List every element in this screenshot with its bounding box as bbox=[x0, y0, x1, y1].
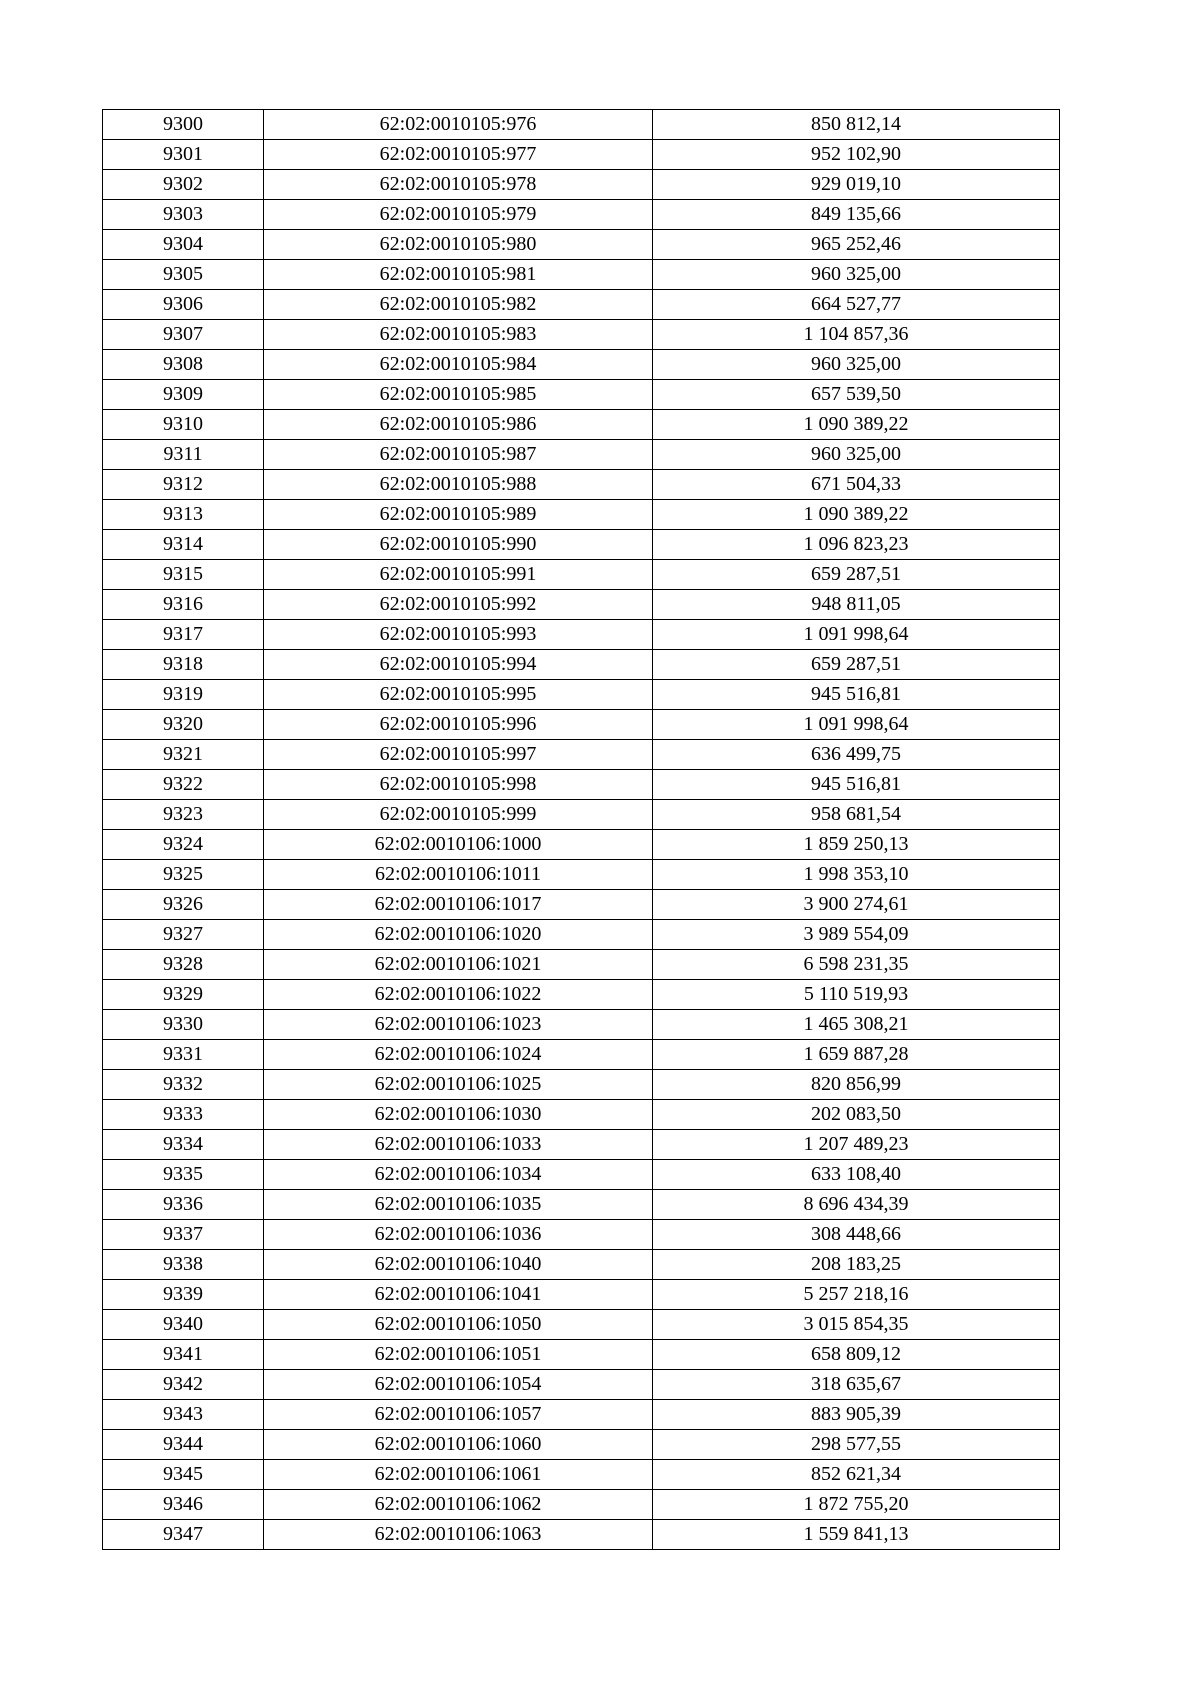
cadastral-number-cell: 62:02:0010105:991 bbox=[264, 560, 653, 590]
row-number-cell: 9303 bbox=[103, 200, 264, 230]
table-row bbox=[103, 1520, 1060, 1550]
cadastral-number-cell: 62:02:0010106:1011 bbox=[264, 860, 653, 890]
cadastral-number-cell: 62:02:0010106:1000 bbox=[264, 830, 653, 860]
row-number-cell: 9338 bbox=[103, 1250, 264, 1280]
row-number-cell: 9301 bbox=[103, 140, 264, 170]
table-row bbox=[103, 560, 1060, 590]
row-number-cell: 9342 bbox=[103, 1370, 264, 1400]
cadastral-value-table bbox=[102, 109, 1060, 1550]
cadastral-value-cell: 960 325,00 bbox=[653, 260, 1060, 290]
cadastral-value-cell: 1 465 308,21 bbox=[653, 1010, 1060, 1040]
cadastral-number-cell: 62:02:0010106:1022 bbox=[264, 980, 653, 1010]
cadastral-number-cell: 62:02:0010105:985 bbox=[264, 380, 653, 410]
row-number-cell: 9307 bbox=[103, 320, 264, 350]
table-row bbox=[103, 1280, 1060, 1310]
cadastral-value-cell: 850 812,14 bbox=[653, 110, 1060, 140]
cadastral-value-cell: 958 681,54 bbox=[653, 800, 1060, 830]
cadastral-number-cell: 62:02:0010105:995 bbox=[264, 680, 653, 710]
cadastral-number-cell: 62:02:0010105:986 bbox=[264, 410, 653, 440]
cadastral-number-cell: 62:02:0010105:993 bbox=[264, 620, 653, 650]
cadastral-number-cell: 62:02:0010106:1024 bbox=[264, 1040, 653, 1070]
cadastral-value-cell: 633 108,40 bbox=[653, 1160, 1060, 1190]
row-number-cell: 9343 bbox=[103, 1400, 264, 1430]
cadastral-number-cell: 62:02:0010106:1057 bbox=[264, 1400, 653, 1430]
row-number-cell: 9344 bbox=[103, 1430, 264, 1460]
cadastral-value-cell: 1 998 353,10 bbox=[653, 860, 1060, 890]
cadastral-value-cell: 8 696 434,39 bbox=[653, 1190, 1060, 1220]
row-number-cell: 9324 bbox=[103, 830, 264, 860]
row-number-cell: 9339 bbox=[103, 1280, 264, 1310]
row-number-cell: 9328 bbox=[103, 950, 264, 980]
row-number-cell: 9319 bbox=[103, 680, 264, 710]
cadastral-number-cell: 62:02:0010105:999 bbox=[264, 800, 653, 830]
table-row bbox=[103, 1310, 1060, 1340]
cadastral-number-cell: 62:02:0010106:1017 bbox=[264, 890, 653, 920]
table-row bbox=[103, 1460, 1060, 1490]
cadastral-number-cell: 62:02:0010105:989 bbox=[264, 500, 653, 530]
row-number-cell: 9326 bbox=[103, 890, 264, 920]
table-row bbox=[103, 470, 1060, 500]
cadastral-value-cell: 202 083,50 bbox=[653, 1100, 1060, 1130]
table-row bbox=[103, 1100, 1060, 1130]
cadastral-value-cell: 1 104 857,36 bbox=[653, 320, 1060, 350]
cadastral-number-cell: 62:02:0010106:1020 bbox=[264, 920, 653, 950]
table-row bbox=[103, 440, 1060, 470]
cadastral-value-cell: 659 287,51 bbox=[653, 560, 1060, 590]
cadastral-number-cell: 62:02:0010106:1062 bbox=[264, 1490, 653, 1520]
cadastral-value-cell: 948 811,05 bbox=[653, 590, 1060, 620]
table-body bbox=[103, 110, 1060, 1550]
cadastral-number-cell: 62:02:0010106:1021 bbox=[264, 950, 653, 980]
cadastral-value-cell: 1 872 755,20 bbox=[653, 1490, 1060, 1520]
table-row bbox=[103, 860, 1060, 890]
cadastral-number-cell: 62:02:0010105:980 bbox=[264, 230, 653, 260]
cadastral-number-cell: 62:02:0010105:984 bbox=[264, 350, 653, 380]
cadastral-value-cell: 659 287,51 bbox=[653, 650, 1060, 680]
table-row bbox=[103, 350, 1060, 380]
cadastral-value-cell: 1 091 998,64 bbox=[653, 620, 1060, 650]
cadastral-value-cell: 945 516,81 bbox=[653, 770, 1060, 800]
row-number-cell: 9318 bbox=[103, 650, 264, 680]
cadastral-value-cell: 298 577,55 bbox=[653, 1430, 1060, 1460]
row-number-cell: 9329 bbox=[103, 980, 264, 1010]
table-row bbox=[103, 710, 1060, 740]
table-row bbox=[103, 410, 1060, 440]
row-number-cell: 9321 bbox=[103, 740, 264, 770]
cadastral-value-cell: 671 504,33 bbox=[653, 470, 1060, 500]
row-number-cell: 9314 bbox=[103, 530, 264, 560]
cadastral-number-cell: 62:02:0010105:977 bbox=[264, 140, 653, 170]
cadastral-number-cell: 62:02:0010105:983 bbox=[264, 320, 653, 350]
cadastral-number-cell: 62:02:0010106:1050 bbox=[264, 1310, 653, 1340]
cadastral-number-cell: 62:02:0010106:1040 bbox=[264, 1250, 653, 1280]
cadastral-value-cell: 945 516,81 bbox=[653, 680, 1060, 710]
cadastral-value-cell: 1 096 823,23 bbox=[653, 530, 1060, 560]
cadastral-value-cell: 6 598 231,35 bbox=[653, 950, 1060, 980]
table-row bbox=[103, 1070, 1060, 1100]
table-row bbox=[103, 110, 1060, 140]
row-number-cell: 9337 bbox=[103, 1220, 264, 1250]
row-number-cell: 9304 bbox=[103, 230, 264, 260]
table-row bbox=[103, 620, 1060, 650]
cadastral-number-cell: 62:02:0010106:1030 bbox=[264, 1100, 653, 1130]
cadastral-number-cell: 62:02:0010106:1063 bbox=[264, 1520, 653, 1550]
table-row bbox=[103, 1430, 1060, 1460]
row-number-cell: 9330 bbox=[103, 1010, 264, 1040]
table-row bbox=[103, 1130, 1060, 1160]
cadastral-value-cell: 664 527,77 bbox=[653, 290, 1060, 320]
table-row bbox=[103, 170, 1060, 200]
table-row bbox=[103, 680, 1060, 710]
table-row bbox=[103, 200, 1060, 230]
row-number-cell: 9312 bbox=[103, 470, 264, 500]
cadastral-number-cell: 62:02:0010106:1036 bbox=[264, 1220, 653, 1250]
table-row bbox=[103, 650, 1060, 680]
cadastral-number-cell: 62:02:0010106:1033 bbox=[264, 1130, 653, 1160]
cadastral-value-cell: 1 090 389,22 bbox=[653, 500, 1060, 530]
row-number-cell: 9308 bbox=[103, 350, 264, 380]
cadastral-number-cell: 62:02:0010106:1054 bbox=[264, 1370, 653, 1400]
cadastral-number-cell: 62:02:0010105:996 bbox=[264, 710, 653, 740]
cadastral-value-cell: 1 659 887,28 bbox=[653, 1040, 1060, 1070]
row-number-cell: 9311 bbox=[103, 440, 264, 470]
cadastral-number-cell: 62:02:0010106:1035 bbox=[264, 1190, 653, 1220]
table-row bbox=[103, 380, 1060, 410]
cadastral-number-cell: 62:02:0010105:976 bbox=[264, 110, 653, 140]
cadastral-value-cell: 1 091 998,64 bbox=[653, 710, 1060, 740]
table-row bbox=[103, 290, 1060, 320]
row-number-cell: 9340 bbox=[103, 1310, 264, 1340]
row-number-cell: 9309 bbox=[103, 380, 264, 410]
cadastral-number-cell: 62:02:0010105:990 bbox=[264, 530, 653, 560]
cadastral-number-cell: 62:02:0010106:1061 bbox=[264, 1460, 653, 1490]
table-row bbox=[103, 530, 1060, 560]
row-number-cell: 9347 bbox=[103, 1520, 264, 1550]
cadastral-number-cell: 62:02:0010105:988 bbox=[264, 470, 653, 500]
cadastral-number-cell: 62:02:0010106:1023 bbox=[264, 1010, 653, 1040]
row-number-cell: 9300 bbox=[103, 110, 264, 140]
cadastral-value-cell: 883 905,39 bbox=[653, 1400, 1060, 1430]
table-row bbox=[103, 770, 1060, 800]
table-row bbox=[103, 740, 1060, 770]
cadastral-value-cell: 960 325,00 bbox=[653, 440, 1060, 470]
table-row bbox=[103, 830, 1060, 860]
row-number-cell: 9310 bbox=[103, 410, 264, 440]
row-number-cell: 9317 bbox=[103, 620, 264, 650]
cadastral-number-cell: 62:02:0010106:1025 bbox=[264, 1070, 653, 1100]
cadastral-number-cell: 62:02:0010106:1041 bbox=[264, 1280, 653, 1310]
table-row bbox=[103, 140, 1060, 170]
cadastral-number-cell: 62:02:0010105:997 bbox=[264, 740, 653, 770]
table-row bbox=[103, 500, 1060, 530]
cadastral-number-cell: 62:02:0010105:979 bbox=[264, 200, 653, 230]
table-row bbox=[103, 920, 1060, 950]
cadastral-value-cell: 929 019,10 bbox=[653, 170, 1060, 200]
cadastral-value-cell: 318 635,67 bbox=[653, 1370, 1060, 1400]
row-number-cell: 9331 bbox=[103, 1040, 264, 1070]
cadastral-value-cell: 208 183,25 bbox=[653, 1250, 1060, 1280]
cadastral-value-cell: 636 499,75 bbox=[653, 740, 1060, 770]
table-row bbox=[103, 890, 1060, 920]
table-row bbox=[103, 980, 1060, 1010]
row-number-cell: 9325 bbox=[103, 860, 264, 890]
cadastral-value-cell: 308 448,66 bbox=[653, 1220, 1060, 1250]
table-row bbox=[103, 950, 1060, 980]
cadastral-value-cell: 820 856,99 bbox=[653, 1070, 1060, 1100]
row-number-cell: 9341 bbox=[103, 1340, 264, 1370]
row-number-cell: 9316 bbox=[103, 590, 264, 620]
row-number-cell: 9315 bbox=[103, 560, 264, 590]
row-number-cell: 9335 bbox=[103, 1160, 264, 1190]
table-row bbox=[103, 1490, 1060, 1520]
table-row bbox=[103, 1010, 1060, 1040]
table-row bbox=[103, 1340, 1060, 1370]
cadastral-value-cell: 3 015 854,35 bbox=[653, 1310, 1060, 1340]
cadastral-number-cell: 62:02:0010106:1034 bbox=[264, 1160, 653, 1190]
table-row bbox=[103, 260, 1060, 290]
row-number-cell: 9306 bbox=[103, 290, 264, 320]
row-number-cell: 9302 bbox=[103, 170, 264, 200]
cadastral-value-cell: 5 110 519,93 bbox=[653, 980, 1060, 1010]
row-number-cell: 9345 bbox=[103, 1460, 264, 1490]
cadastral-value-cell: 1 207 489,23 bbox=[653, 1130, 1060, 1160]
cadastral-number-cell: 62:02:0010105:982 bbox=[264, 290, 653, 320]
table-row bbox=[103, 1190, 1060, 1220]
cadastral-value-cell: 1 090 389,22 bbox=[653, 410, 1060, 440]
row-number-cell: 9332 bbox=[103, 1070, 264, 1100]
cadastral-value-cell: 3 989 554,09 bbox=[653, 920, 1060, 950]
row-number-cell: 9305 bbox=[103, 260, 264, 290]
row-number-cell: 9327 bbox=[103, 920, 264, 950]
row-number-cell: 9322 bbox=[103, 770, 264, 800]
table-row bbox=[103, 590, 1060, 620]
cadastral-value-cell: 657 539,50 bbox=[653, 380, 1060, 410]
row-number-cell: 9336 bbox=[103, 1190, 264, 1220]
cadastral-number-cell: 62:02:0010106:1060 bbox=[264, 1430, 653, 1460]
cadastral-number-cell: 62:02:0010105:992 bbox=[264, 590, 653, 620]
cadastral-value-cell: 5 257 218,16 bbox=[653, 1280, 1060, 1310]
cadastral-number-cell: 62:02:0010105:978 bbox=[264, 170, 653, 200]
table-row bbox=[103, 320, 1060, 350]
table-row bbox=[103, 1160, 1060, 1190]
cadastral-number-cell: 62:02:0010105:987 bbox=[264, 440, 653, 470]
row-number-cell: 9323 bbox=[103, 800, 264, 830]
table-row bbox=[103, 1400, 1060, 1430]
cadastral-value-cell: 849 135,66 bbox=[653, 200, 1060, 230]
table-row bbox=[103, 1040, 1060, 1070]
table-row bbox=[103, 230, 1060, 260]
cadastral-number-cell: 62:02:0010105:994 bbox=[264, 650, 653, 680]
cadastral-value-cell: 965 252,46 bbox=[653, 230, 1060, 260]
cadastral-value-cell: 1 859 250,13 bbox=[653, 830, 1060, 860]
row-number-cell: 9346 bbox=[103, 1490, 264, 1520]
table-row bbox=[103, 1370, 1060, 1400]
cadastral-value-cell: 1 559 841,13 bbox=[653, 1520, 1060, 1550]
row-number-cell: 9333 bbox=[103, 1100, 264, 1130]
table-row bbox=[103, 800, 1060, 830]
table-row bbox=[103, 1220, 1060, 1250]
cadastral-value-cell: 658 809,12 bbox=[653, 1340, 1060, 1370]
cadastral-number-cell: 62:02:0010105:981 bbox=[264, 260, 653, 290]
row-number-cell: 9313 bbox=[103, 500, 264, 530]
row-number-cell: 9334 bbox=[103, 1130, 264, 1160]
cadastral-number-cell: 62:02:0010106:1051 bbox=[264, 1340, 653, 1370]
cadastral-number-cell: 62:02:0010105:998 bbox=[264, 770, 653, 800]
row-number-cell: 9320 bbox=[103, 710, 264, 740]
cadastral-value-cell: 960 325,00 bbox=[653, 350, 1060, 380]
cadastral-value-cell: 952 102,90 bbox=[653, 140, 1060, 170]
cadastral-value-cell: 852 621,34 bbox=[653, 1460, 1060, 1490]
cadastral-value-cell: 3 900 274,61 bbox=[653, 890, 1060, 920]
table-row bbox=[103, 1250, 1060, 1280]
